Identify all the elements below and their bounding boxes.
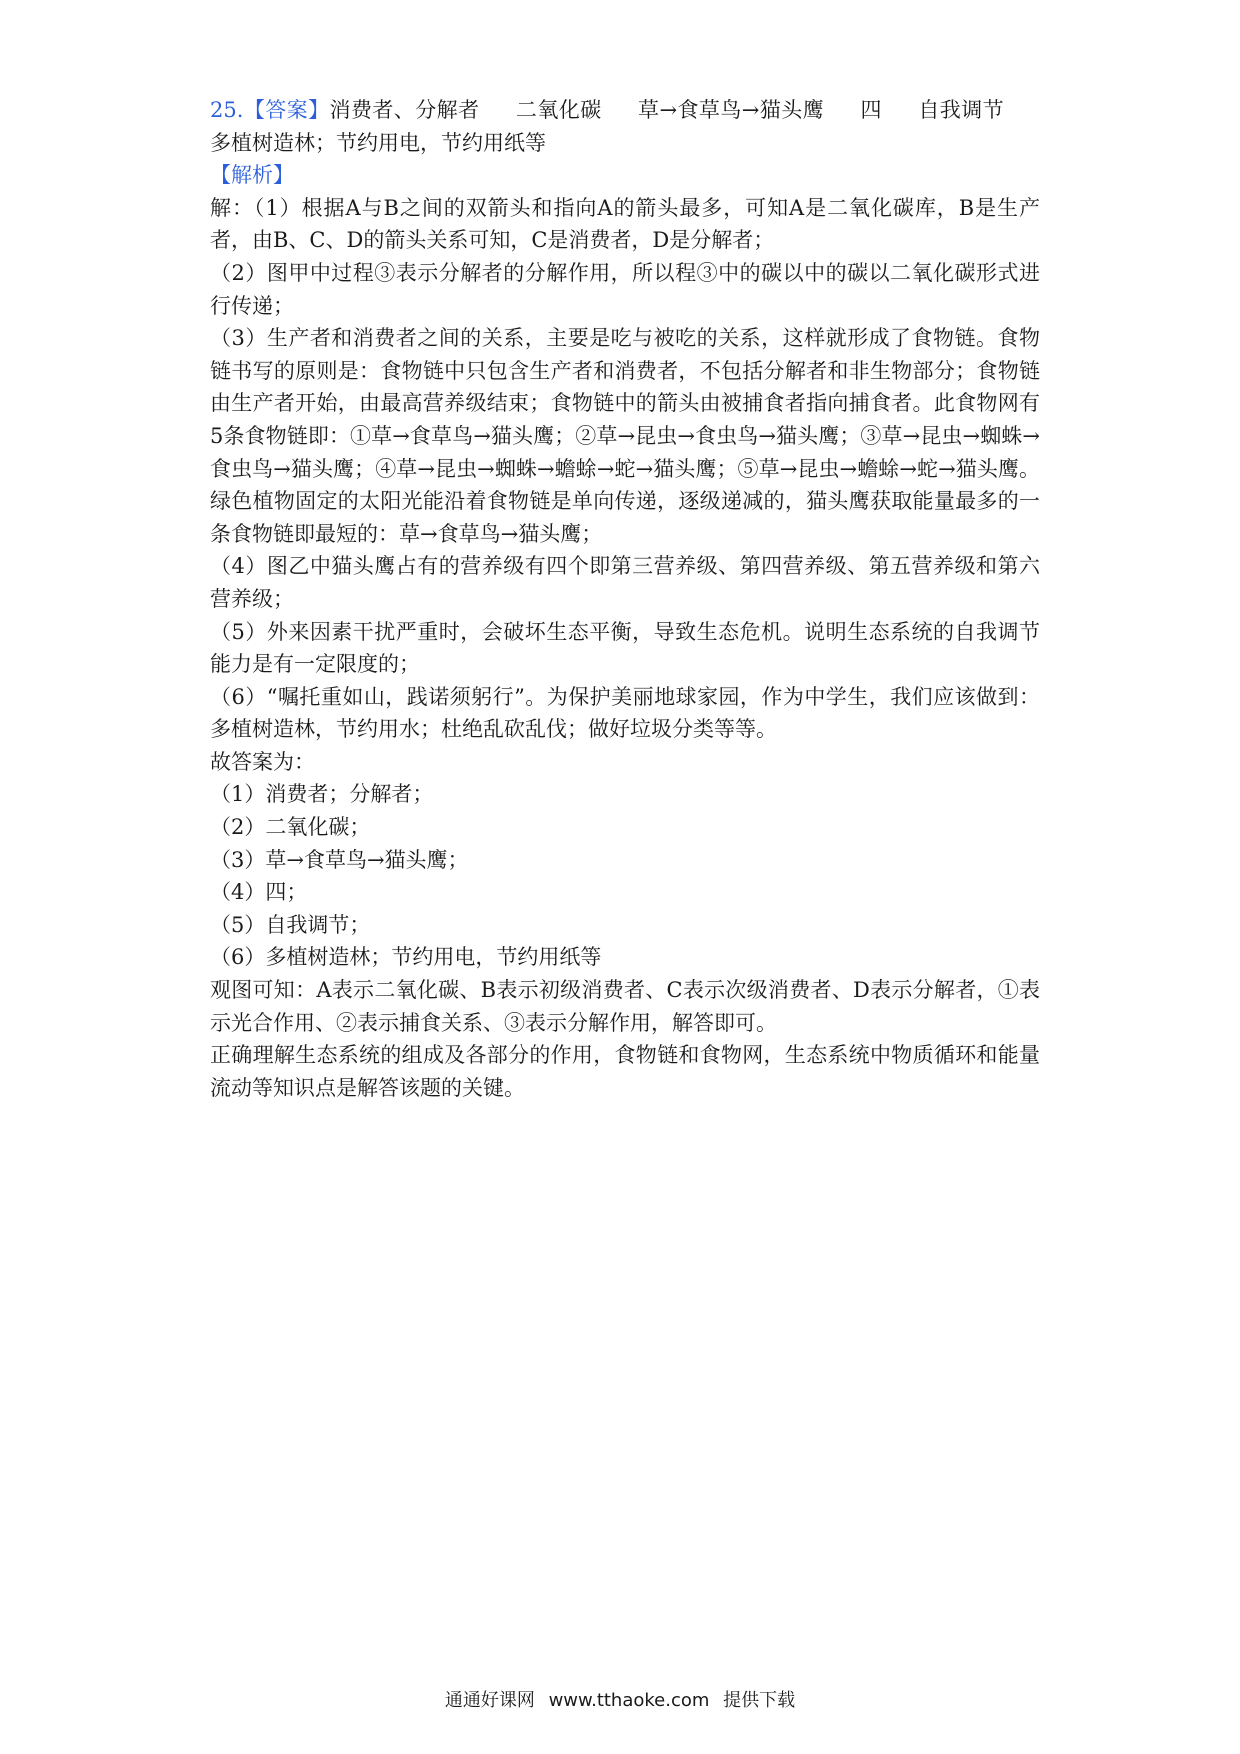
footer-site-name: 通通好课网 (444, 1690, 535, 1711)
question-number: 25. (210, 98, 244, 122)
analysis-paragraph: （4）图乙中猫头鹰占有的营养级有四个即第三营养级、第四营养级、第五营养级和第六营养级； (210, 554, 1040, 611)
answer-part-5: 自我调节 (917, 98, 1005, 122)
analysis-paragraph: （2）图甲中过程③表示分解者的分解作用，所以程③中的碳以中的碳以二氧化碳形式进行传递； (210, 260, 1040, 318)
answer-part-4: 四 (860, 98, 882, 122)
analysis-paragraph: （1）消费者；分解者； (210, 782, 434, 807)
footer-note: 提供下载 (723, 1690, 796, 1711)
analysis-paragraph: 故答案为： (210, 749, 315, 774)
answer-part-6: 多植树造林；节约用电，节约用纸等 (210, 130, 546, 155)
analysis-paragraph: （5）自我调节； (210, 912, 371, 937)
analysis-paragraph: （3）生产者和消费者之间的关系，主要是吃与被吃的关系，这样就形成了食物链。食物链书写的原则是：食物链中只包含生产者和消费者，不包括分解者和非生物部分；食物链由生产者开始，由最高营养级结束；食物链中的箭头由被捕食者指向捕食者。此食物网有5条食物链即：①草→食草鸟→猫头鹰；②草→昆虫→食虫鸟→猫头鹰；③草→昆虫→蜘蛛→食虫鸟→猫头鹰；④草→昆虫→蜘蛛→蟾蜍→蛇→猫头鹰；⑤草→昆虫→蟾蜍→蛇→猫头鹰。绿色植物固定的太阳光能沿着食物链是单向传递，逐级递减的，猫头鹰获取能量最多的一条食物链即最短的：草→食草鸟→猫头鹰； (210, 326, 1040, 546)
answer-part-1: 消费者、分解者 (329, 98, 480, 122)
answer-part-3: 草→食草鸟→猫头鹰 (637, 98, 825, 122)
answer-tag: 【答案】 (243, 98, 330, 122)
analysis-paragraph: （2）二氧化碳； (210, 815, 371, 840)
analysis-paragraph: 观图可知：A表示二氧化碳、B表示初级消费者、C表示次级消费者、D表示分解者，①表示光合作用、②表示捕食关系、③表示分解作用，解答即可。 (210, 978, 1040, 1035)
answer-line (210, 94, 1040, 159)
analysis-paragraph: （3）草→食草鸟→猫头鹰； (210, 847, 469, 872)
analysis-paragraph: （6）“嘱托重如山，践诺须躬行”。为保护美丽地球家园，作为中学生，我们应该做到：多植树造林，节约用水；杜绝乱砍乱伐；做好垃圾分类等等。 (210, 684, 1040, 742)
analysis-paragraph: （6）多植树造林；节约用电，节约用纸等 (210, 945, 602, 970)
page-footer (0, 1686, 1240, 1712)
analysis-paragraph: （5）外来因素干扰严重时，会破坏生态平衡，导致生态危机。说明生态系统的自我调节能力是有一定限度的； (210, 619, 1040, 677)
footer-url[interactable]: www.tthaoke.com (548, 1690, 710, 1711)
analysis-tag: 【解析】 (210, 163, 294, 188)
analysis-paragraph: 解：（1）根据A与B之间的双箭头和指向A的箭头最多，可知A是二氧化碳库，B是生产者，由B、C、D的箭头关系可知，C是消费者，D是分解者； (210, 195, 1040, 253)
analysis-paragraph: 正确理解生态系统的组成及各部分的作用，食物链和食物网，生态系统中物质循环和能量流动等知识点是解答该题的关键。 (210, 1043, 1040, 1100)
analysis-paragraph: （4）四； (210, 880, 308, 905)
answer-content (210, 94, 1040, 1104)
answer-part-2: 二氧化碳 (515, 98, 602, 122)
